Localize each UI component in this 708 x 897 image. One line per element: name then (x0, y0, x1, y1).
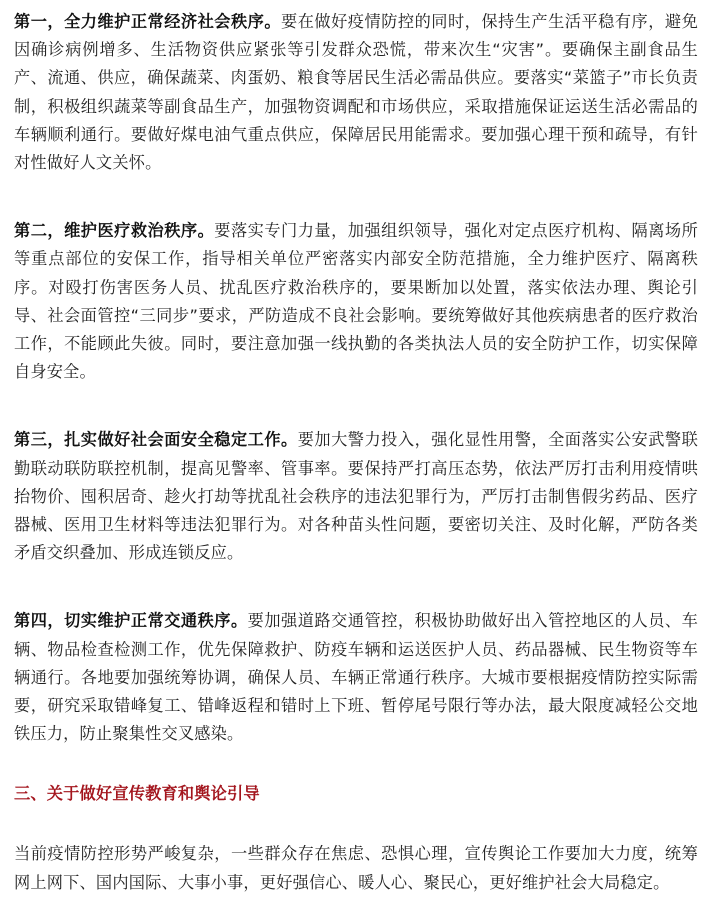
paragraph-spacer (14, 567, 698, 607)
paragraph-text: 要加强道路交通管控，积极协助做好出入管控地区的人员、车辆、物品检查检测工作，优先保障救护、防疫车辆和运送医护人员、药品器械、民生物资等车辆通行。各地要加强统筹协调，确保人员、车辆正常通行秩序。大城市要根据疫情防控实际需要，研究采取错峰复工、错峰返程和错时上下班、暂停尾号限行等办法，最大限度减轻公交地铁压力，防止聚集性交叉感染。 (14, 611, 698, 744)
paragraph-economic-order (14, 8, 698, 177)
paragraph-public-security (14, 426, 698, 567)
paragraph-lead: 第一，全力维护正常经济社会秩序。 (14, 12, 282, 31)
paragraph-traffic-order (14, 607, 698, 748)
paragraph-spacer (14, 748, 698, 780)
paragraph-text: 要在做好疫情防控的同时，保持生产生活平稳有序，避免因确诊病例增多、生活物资供应紧张等引发群众恐慌，带来次生“灾害”。要确保主副食品生产、流通、供应，确保蔬菜、肉蛋奶、粮食等居民生活必需品供应。要落实“菜篮子”市长负责制，积极组织蔬菜等副食品生产，加强物资调配和市场供应，采取措施保证运送生活必需品的车辆顺利通行。要做好煤电油气重点供应，保障居民用能需求。要加强心理干预和疏导，有针对性做好人文关怀。 (14, 12, 698, 173)
paragraph-lead: 第四，切实维护正常交通秩序。 (14, 611, 248, 631)
paragraph-publicity: 当前疫情防控形势严峻复杂，一些群众存在焦虑、恐惧心理，宣传舆论工作要加大力度，统筹网上网下、国内国际、大事小事，更好强信心、暖人心、聚民心，更好维护社会大局稳定。 (14, 844, 698, 892)
paragraph-spacer (14, 808, 698, 840)
paragraph-spacer (14, 386, 698, 426)
paragraph-text: 要加大警力投入，强化显性用警，全面落实公安武警联勤联动联防联控机制，提高见警率、管事率。要保持严打高压态势，依法严厉打击利用疫情哄抬物价、囤积居奇、趁火打劫等扰乱社会秩序的违法犯罪行为，严厉打击制售假劣药品、医疗器械、医用卫生材料等违法犯罪行为。对各种苗头性问题，要密切关注、及时化解，严防各类矛盾交织叠加、形成连锁反应。 (14, 430, 698, 563)
section-heading: 三、关于做好宣传教育和舆论引导 (14, 784, 260, 804)
paragraph-text: 要落实专门力量，加强组织领导，强化对定点医疗机构、隔离场所等重点部位的安保工作，指导相关单位严密落实内部安全防范措施，全力维护医疗、隔离秩序。对殴打伤害医务人员、扰乱医疗救治秩序的，要果断加以处置，落实依法办理、舆论引导、社会面管控“三同步”要求，严防造成不良社会影响。要统筹做好其他疾病患者的医疗救治工作，不能顾此失彼。同时，要注意加强一线执勤的各类执法人员的安全防护工作，切实保障自身安全。 (14, 221, 698, 382)
paragraph-spacer (14, 177, 698, 217)
paragraph-medical-order (14, 217, 698, 386)
paragraph-lead: 第二，维护医疗救治秩序。 (14, 221, 215, 241)
paragraph-lead: 第三，扎实做好社会面安全稳定工作。 (14, 430, 298, 450)
